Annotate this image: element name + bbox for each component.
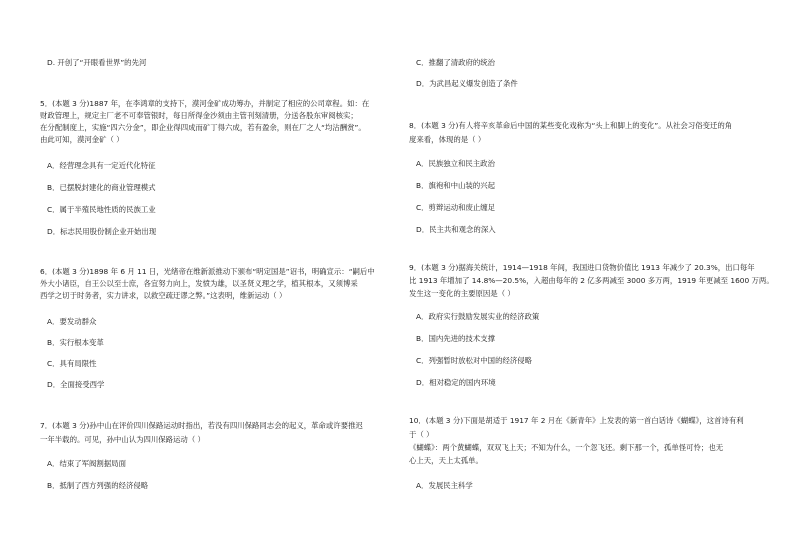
q10-option-a[interactable]: A．发展民主科学 bbox=[416, 481, 473, 490]
q5-stem-line-1: 5．(本题 3 分)1887 年，在李鸿章的支持下，漠河金矿成功筹办，并制定了相应的公司章程。如：在 bbox=[40, 99, 370, 108]
q9-option-a[interactable]: A．政府实行鼓励发展实业的经济政策 bbox=[416, 312, 540, 321]
q6-option-c[interactable]: C．具有局限性 bbox=[47, 359, 97, 368]
q9-option-d[interactable]: D．相对稳定的国内环境 bbox=[416, 378, 496, 387]
q6-stem-line-3: 西学之切于时务者，实力讲求，以救空疏迂谬之弊。”这表明，维新运动（ ） bbox=[40, 291, 287, 300]
q8-stem-line-1: 8．(本题 3 分)有人将辛亥革命后中国的某些变化戏称为“头上和脚上的变化”。从社会习俗变迁的角 bbox=[409, 121, 733, 130]
q9-stem-line-2: 比 1913 年增加了 14.8%—20.5%，入超由每年的 2 亿多两减至 3000 多万两，1919 年更减至 1600 万两。 bbox=[409, 276, 774, 285]
q6-stem-line-2: 外大小诸臣，自王公以至士庶，各宜努力向上，发愤为雄，以圣贤义理之学，植其根本，又须博采 bbox=[40, 279, 358, 288]
q8-option-a[interactable]: A．民族独立和民主政治 bbox=[416, 159, 495, 168]
q7-option-d[interactable]: D．为武昌起义爆发创造了条件 bbox=[416, 79, 518, 88]
q5-stem-line-4: 由此可知，漠河金矿（ ） bbox=[40, 135, 124, 144]
q6-option-a[interactable]: A．要发动群众 bbox=[47, 317, 97, 326]
q5-option-a[interactable]: A．经营理念具有一定近代化特征 bbox=[47, 161, 156, 170]
q10-stem-line-2: 于（ ） bbox=[409, 430, 434, 439]
q7-option-b[interactable]: B．抵制了西方列强的经济侵略 bbox=[47, 481, 149, 490]
q10-poem-line-2: 心上天，天上太孤单。 bbox=[409, 456, 483, 465]
q6-stem-line-1: 6．(本题 3 分)1898 年 6 月 11 日，光绪帝在维新派推动下颁布“明定国是”诏书，明确宣示：“嗣后中 bbox=[40, 267, 375, 276]
q5-stem-line-2: 财政管理上，规定主厂老不可奉管银时，每日所得金沙须由主管刊刻清册，分送各股东审阅核实； bbox=[40, 111, 358, 120]
q5-option-b[interactable]: B．已摆脱封建化的商业管理模式 bbox=[47, 183, 156, 192]
q7-option-a[interactable]: A．结束了军阀割据局面 bbox=[47, 459, 126, 468]
q6-option-d[interactable]: D．全面接受西学 bbox=[47, 380, 105, 389]
q4-option-d: D. 开创了“开眼看世界”的先河 bbox=[47, 58, 147, 67]
q7-option-c[interactable]: C．推翻了清政府的统治 bbox=[416, 58, 496, 67]
q5-option-c[interactable]: C．属于半殖民地性质的民族工业 bbox=[47, 205, 156, 214]
q5-option-d[interactable]: D．标志民用股份制企业开始出现 bbox=[47, 227, 157, 236]
q8-stem-line-2: 度来看，体现的是（ ） bbox=[409, 135, 486, 144]
q9-stem-line-3: 发生这一变化的主要原因是（ ） bbox=[409, 289, 515, 298]
q8-option-c[interactable]: C．剪辫运动和废止缠足 bbox=[416, 203, 496, 212]
q7-stem-line-2: 一年半载的。可见，孙中山认为四川保路运动（ ） bbox=[40, 435, 205, 444]
q8-option-d[interactable]: D．民主共和观念的深入 bbox=[416, 225, 496, 234]
q7-stem-line-1: 7．(本题 3 分)孙中山在评价四川保路运动时指出，若没有四川保路同志会的起义，革命或许要推迟 bbox=[40, 421, 363, 430]
q5-stem-line-3: 在分配制度上，实施“四六分金”，即企业得四成而矿丁得六成，若有盈余，则在厂之人“均沾酬赏”。 bbox=[40, 123, 366, 132]
q10-stem-line-1: 10．(本题 3 分)下面是胡适于 1917 年 2 月在《新青年》上发表的第一首白话诗《蝴蝶》，这首诗有利 bbox=[409, 416, 744, 425]
q9-option-b[interactable]: B．国内先进的技术支撑 bbox=[416, 334, 495, 343]
q8-option-b[interactable]: B．旗袍和中山装的兴起 bbox=[416, 181, 495, 190]
q6-option-b[interactable]: B．实行根本变革 bbox=[47, 338, 104, 347]
q9-stem-line-1: 9．(本题 3 分)据海关统计，1914—1918 年间，我国进口货物价值比 1913 年减少了 20.3%，出口每年 bbox=[409, 263, 755, 272]
q9-option-c[interactable]: C．列强暂时放松对中国的经济侵略 bbox=[416, 356, 533, 365]
q10-poem-line-1: 《蝴蝶》：两个黄蝴蝶，双双飞上天；不知为什么，一个忽飞还。剩下那一个，孤单怪可怜；也无 bbox=[409, 443, 724, 452]
